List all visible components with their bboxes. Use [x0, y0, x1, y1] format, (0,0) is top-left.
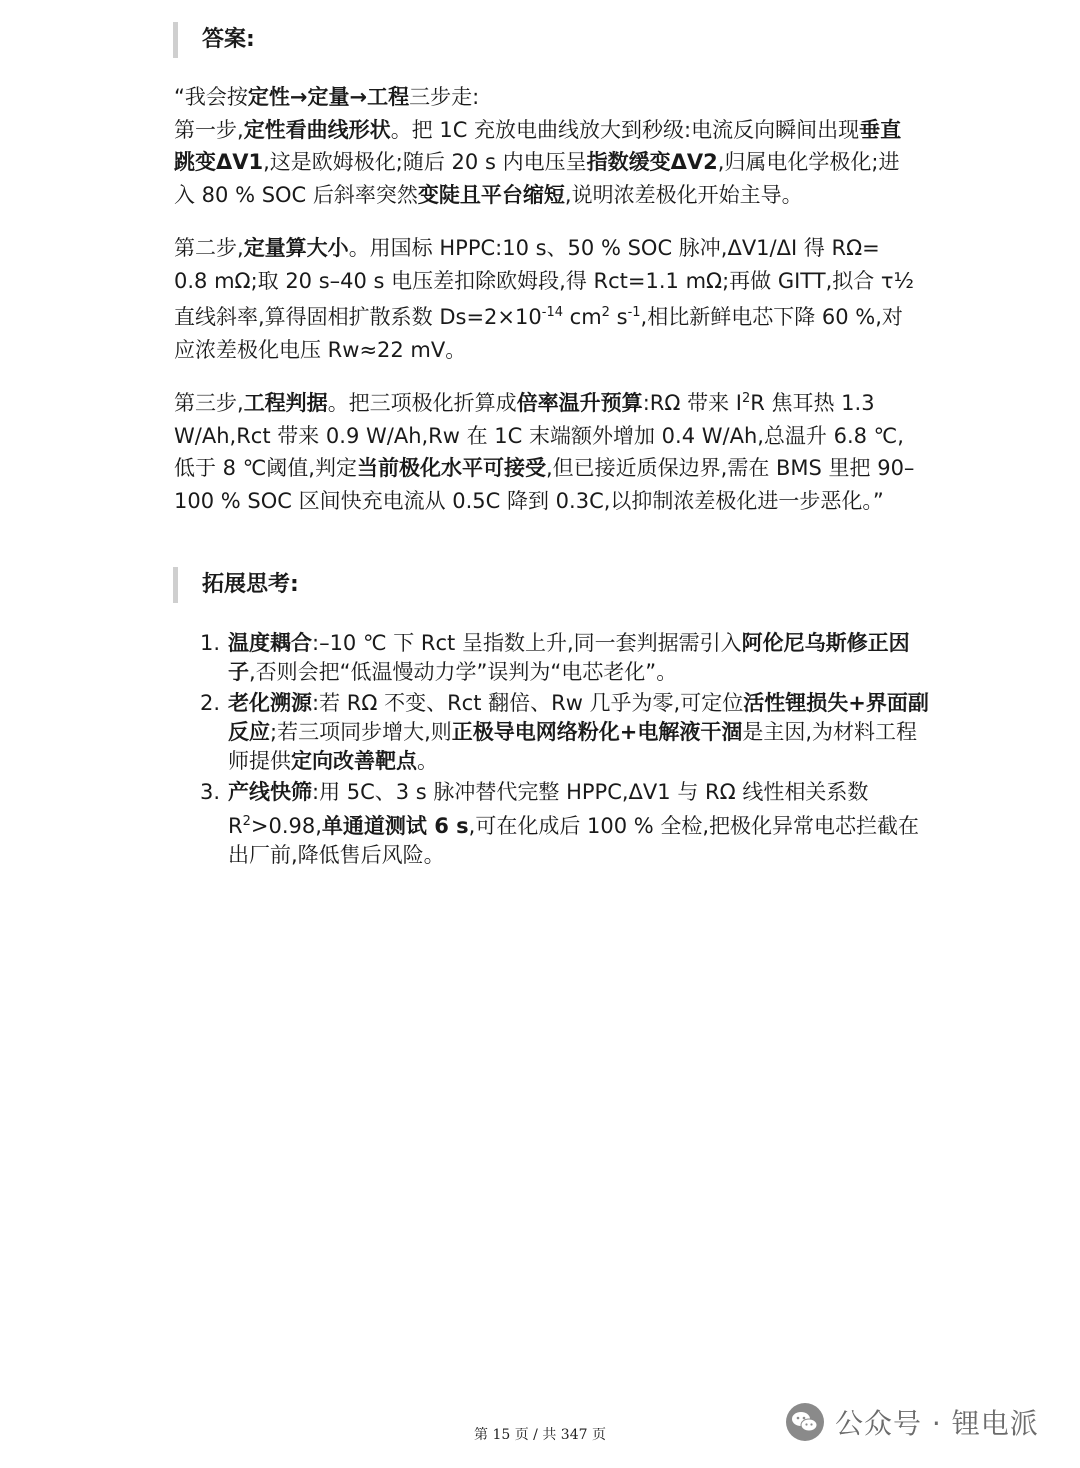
watermark-text: 公众号 · 锂电派 [835, 1407, 1039, 1440]
page-footer: 第 15 页 / 共 347 页 [474, 1427, 606, 1443]
answer-paragraph-2: 第二步,定量算大小。用国标 HPPC:10 s、50 % SOC 脉冲,ΔV1/ΔI 得 RΩ= 0.8 mΩ;取 20 s–40 s 电压差扣除欧姆段,得 Rct=1.1 mΩ;再做 GITT,拟合 τ½ 直线斜率,算得固相扩散系数 $Ds=2\times 10^{-14}$ $cm^2$ $s^{-1}$,相比新鲜电芯下降 60 %,对应浓差极化电压 Rw≈22 mV。 [174, 236, 914, 362]
extension-list [200, 629, 930, 870]
extension-heading-text: 拓展思考: [202, 572, 299, 597]
list-item: 3. 产线快筛:用 5C、3 s 脉冲替代完整 HPPC,ΔV1 与 RΩ 线性相关系数 $R^2>0.98$,单通道测试 6 s,可在化成后 100 % 全检,把极化异常电芯拦截在出厂前,降低售后风险。 [200, 780, 920, 867]
answer-paragraph-1: “我会按定性→定量→工程三步走: 第一步,定性看曲线形状。把 1C 充放电曲线放大到秒级:电流反向瞬间出现垂直跳变ΔV1,这是欧姆极化;随后 20 s 内电压呈指数缓变ΔV2,归属电化学极化;进入 80 % SOC 后斜率突然变陡且平台缩短,说明浓差极化开始主导。 [174, 85, 902, 207]
answer-heading [173, 22, 255, 58]
extension-heading [173, 567, 299, 603]
answer-paragraph-3: 第三步,工程判据。把三项极化折算成倍率温升预算:RΩ 带来 $I^2R$ 焦耳热 1.3 W/Ah,Rct 带来 0.9 W/Ah,Rw 在 1C 末端额外增加 0.4 W/Ah,总温升 6.8 ℃,低于 8 ℃阈值,判定当前极化水平可接受,但已接近质保边界,需在 BMS 里把 90–100 % SOC 区间快充电流从 0.5C 降到 0.3C,以抑制浓差极化进一步恶化。” [174, 391, 915, 513]
list-item: 1. 温度耦合:–10 ℃ 下 Rct 呈指数上升,同一套判据需引入阿伦尼乌斯修正因子,否则会把“低温慢动力学”误判为“电芯老化”。 [200, 631, 910, 684]
answer-heading-text: 答案: [202, 27, 255, 52]
list-item: 2. 老化溯源:若 RΩ 不变、Rct 翻倍、Rw 几乎为零,可定位活性锂损失+界面副反应;若三项同步增大,则正极导电网络粉化+电解液干涸是主因,为材料工程师提供定向改善靶点。 [200, 691, 929, 773]
